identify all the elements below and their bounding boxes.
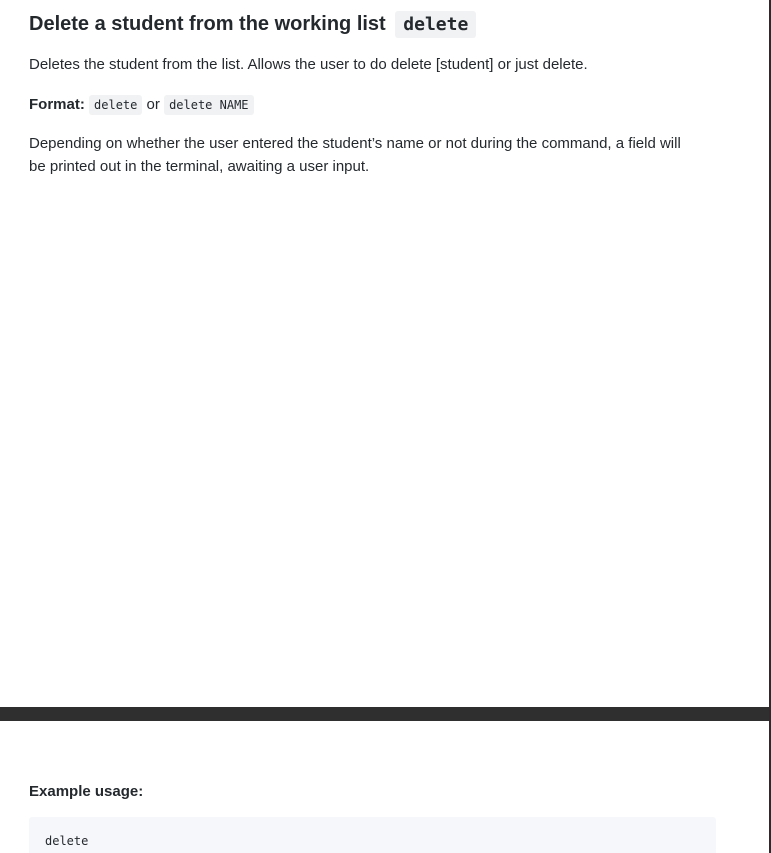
format-label: Format: — [29, 96, 85, 113]
format-code-delete-name: delete NAME — [164, 95, 253, 115]
example-code-block — [29, 817, 716, 853]
section-description: Deletes the student from the list. Allows the user to do delete [student] or just delete. — [29, 56, 588, 73]
example-code-text: delete — [45, 834, 89, 848]
section-heading — [29, 9, 476, 40]
section-heading-command-code: delete — [395, 11, 476, 38]
section-details: Depending on whether the user entered the student’s name or not during the command, a field will be printed out in the terminal, awaiting a user input. — [29, 135, 681, 175]
example-usage-label: Example usage: — [29, 783, 144, 800]
page-break-divider — [0, 707, 769, 721]
section-heading-text: Delete a student from the working list — [29, 13, 386, 35]
format-line — [29, 93, 719, 117]
format-or-text: or — [146, 96, 160, 113]
format-code-delete: delete — [89, 95, 142, 115]
